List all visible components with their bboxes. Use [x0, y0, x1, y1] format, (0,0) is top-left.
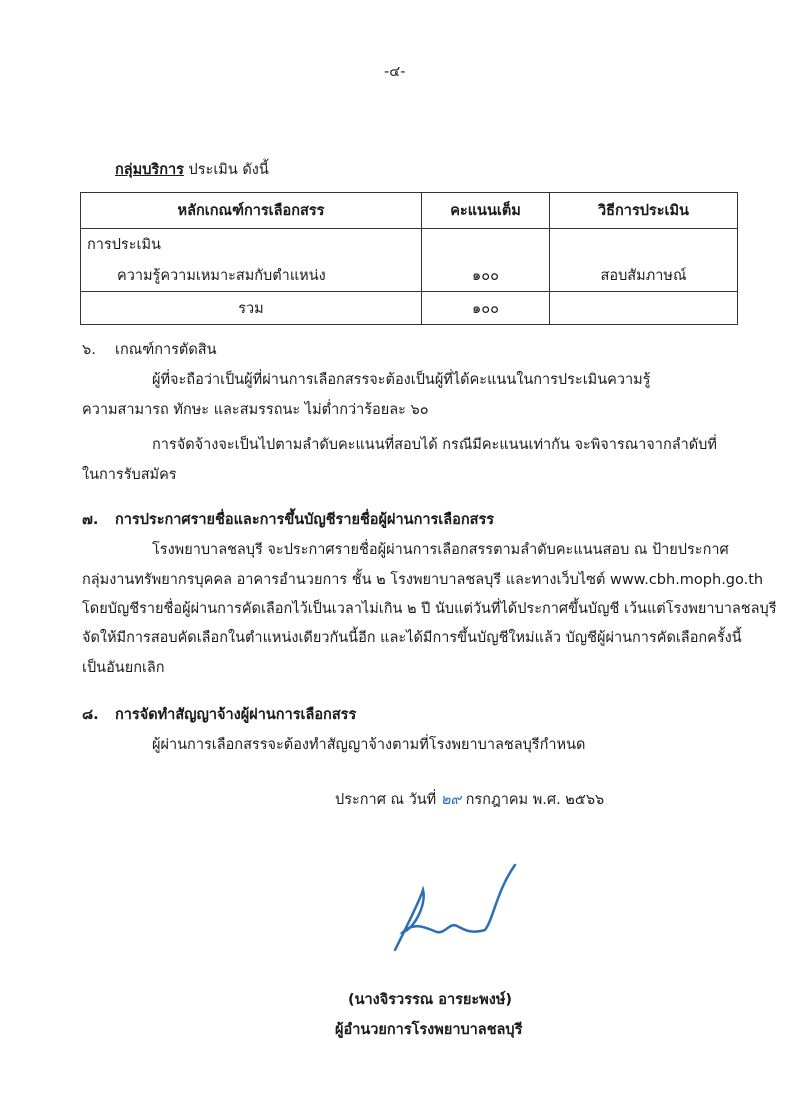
intro-text: ประเมิน ดังนี้ [188, 162, 269, 178]
signer-title: ผู้อำนวยการโรงพยาบาลชลบุรี [335, 1022, 523, 1038]
section7-line4: จัดให้มีการสอบคัดเลือกในตำแหน่งเดียวกันนี้อีก และได้มีการขึ้นบัญชีใหม่แล้ว บัญชีผู้ผ่านการคัดเลือกครั้งนี้ [82, 630, 742, 646]
header-score: คะแนนเต็ม [422, 193, 550, 229]
section7-line1: โรงพยาบาลชลบุรี จะประกาศรายชื่อผู้ผ่านการเลือกสรรตามลำดับคะแนนสอบ ณ ป้ายประกาศ [152, 542, 729, 558]
section7-title: การประกาศรายชื่อและการขึ้นบัญชีรายชื่อผู้ผ่านการเลือกสรร [115, 512, 495, 528]
total-label: รวม [81, 292, 422, 325]
section7-number: ๗. [82, 512, 99, 528]
header-method: วิธีการประเมิน [550, 193, 738, 229]
section6-p2-line2: ในการรับสมัคร [82, 467, 177, 483]
section-label: การประเมิน [87, 237, 161, 253]
announcement-date [335, 790, 604, 810]
table-row [81, 229, 738, 292]
intro [115, 160, 269, 180]
date-prefix: ประกาศ ณ วันที่ [335, 792, 437, 808]
section6-p1-line2: ความสามารถ ทักษะ และสมรรถนะ ไม่ต่ำกว่าร้อยละ ๖๐ [82, 402, 429, 418]
section7-line3: โดยบัญชีรายชื่อผู้ผ่านการคัดเลือกไว้เป็นเวลาไม่เกิน ๒ ปี นับแต่วันที่ได้ประกาศขึ้นบัญชี เว้นแต่โรงพยาบาลชลบุรี [82, 601, 777, 617]
total-score: ๑๐๐ [422, 292, 550, 325]
section6-p1-line1: ผู้ที่จะถือว่าเป็นผู้ที่ผ่านการเลือกสรรจะต้องเป็นผู้ที่ได้คะแนนในการประเมินความรู้ [152, 372, 651, 388]
date-day: ๒๙ [440, 792, 461, 808]
section6-title: เกณฑ์การตัดสิน [115, 342, 217, 358]
section8-text: ผู้ผ่านการเลือกสรรจะต้องทำสัญญาจ้างตามที่โรงพยาบาลชลบุรีกำหนด [152, 737, 586, 753]
total-method [550, 292, 738, 325]
section7-line5: เป็นอันยกเลิก [82, 660, 165, 676]
header-criteria: หลักเกณฑ์การเลือกสรร [81, 193, 422, 229]
signature [385, 860, 525, 960]
total-row [81, 292, 738, 325]
section7-line2: กลุ่มงานทรัพยากรบุคคล อาคารอำนวยการ ชั้น ๒ โรงพยาบาลชลบุรี และทางเว็บไซต์ www.cbh.moph.go.th [82, 572, 764, 588]
page-number: -๔- [384, 64, 406, 80]
date-suffix: กรกฎาคม พ.ศ. ๒๕๖๖ [465, 792, 605, 808]
section8-title: การจัดทำสัญญาจ้างผู้ผ่านการเลือกสรร [115, 707, 357, 723]
section6-p2-line1: การจัดจ้างจะเป็นไปตามลำดับคะแนนที่สอบได้ กรณีมีคะแนนเท่ากัน จะพิจารณาจากลำดับที่ [152, 437, 717, 453]
signer-name: (นางจิรวรรณ อารยะพงษ์) [348, 992, 513, 1008]
score: ๑๐๐ [422, 229, 550, 292]
section6-number: ๖. [82, 342, 96, 358]
criteria-table [80, 192, 738, 325]
table-header-row [81, 193, 738, 229]
method: สอบสัมภาษณ์ [550, 229, 738, 292]
group-label: กลุ่มบริการ [115, 162, 184, 178]
criteria-cell [81, 229, 422, 292]
criterion: ความรู้ความเหมาะสมกับตำแหน่ง [117, 268, 326, 284]
section8-number: ๘. [82, 707, 99, 723]
